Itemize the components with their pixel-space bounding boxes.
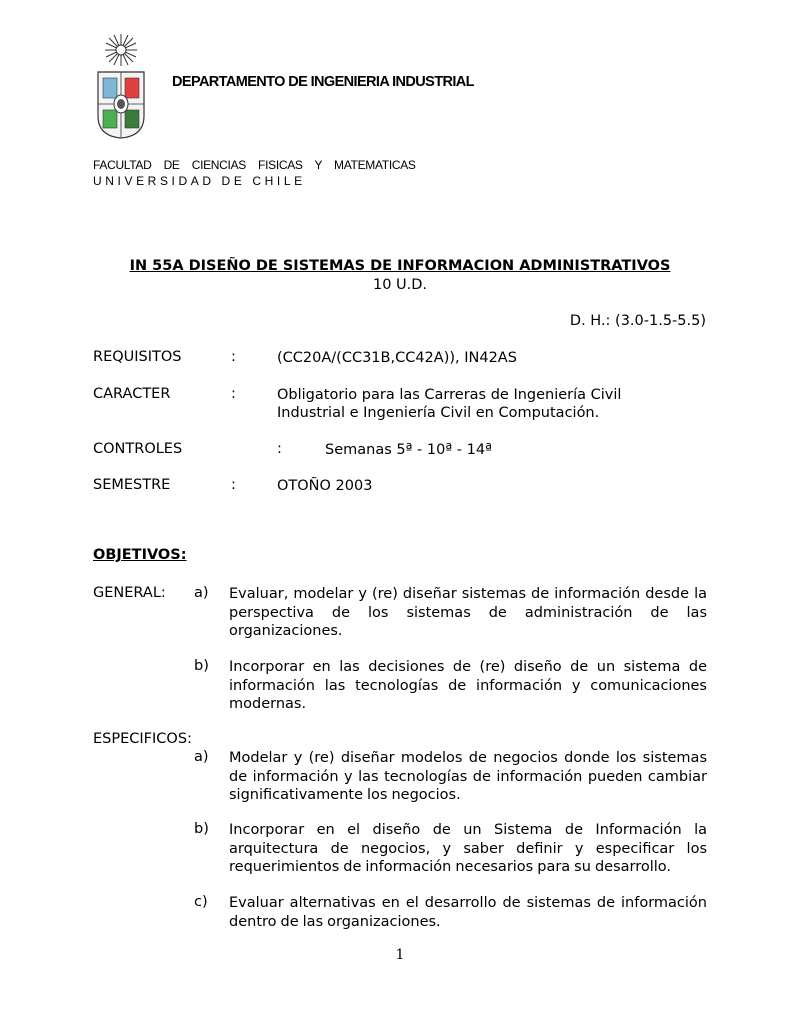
- faculty-name: FACULTAD DE CIENCIAS FISICAS Y MATEMATICAS: [93, 158, 416, 172]
- especificos-item-c-text: Evaluar alternativas en el desarrollo de sistemas de información dentro de las organizaciones.: [229, 895, 707, 930]
- especificos-item-c-letter: c): [194, 894, 208, 910]
- general-item-b-letter: b): [194, 658, 209, 674]
- caracter-value-line1: Obligatorio para las Carreras de Ingeniería Civil: [277, 387, 622, 403]
- requisitos-label: REQUISITOS: [93, 349, 182, 365]
- objetivos-heading: OBJETIVOS:: [93, 547, 187, 563]
- caracter-value-line2: Industrial e Ingeniería Civil en Computación.: [277, 405, 600, 421]
- controles-colon: :: [277, 441, 282, 457]
- university-name: UNIVERSIDAD DE CHILE: [93, 174, 306, 188]
- semestre-label: SEMESTRE: [93, 477, 171, 493]
- course-units: 10 U.D.: [372, 277, 428, 293]
- course-title: IN 55A DISEÑO DE SISTEMAS DE INFORMACION ADMINISTRATIVOS: [129, 258, 671, 274]
- general-label: GENERAL:: [93, 585, 166, 601]
- department-name: DEPARTAMENTO DE INGENIERIA INDUSTRIAL: [172, 74, 474, 90]
- course-hours: D. H.: (3.0-1.5-5.5): [569, 313, 706, 329]
- controles-value: Semanas 5ª - 10ª - 14ª: [325, 442, 492, 458]
- especificos-item-a-text: Modelar y (re) diseñar modelos de negocios donde los sistemas de información y las tecnologías de información pueden cambiar significativamente los negocios.: [229, 750, 707, 803]
- caracter-colon: :: [231, 386, 236, 402]
- requisitos-colon: :: [231, 349, 236, 365]
- general-item-b-text: Incorporar en las decisiones de (re) diseño de un sistema de información las tecnologías de información y comunicaciones modernas.: [229, 659, 707, 712]
- especificos-item-b-text: Incorporar en el diseño de un Sistema de Información la arquitectura de negocios, y saber definir y especificar los requerimientos de información necesarios para su desarrollo.: [229, 822, 707, 875]
- especificos-item-a-letter: a): [194, 749, 209, 765]
- semestre-colon: :: [231, 477, 236, 493]
- semestre-value: OTOÑO 2003: [277, 478, 373, 494]
- caracter-label: CARACTER: [93, 386, 171, 402]
- controles-label: CONTROLES: [93, 441, 183, 457]
- especificos-item-b-letter: b): [194, 821, 209, 837]
- university-crest-logo: [94, 32, 148, 140]
- general-item-a-letter: a): [194, 585, 209, 601]
- especificos-label: ESPECIFICOS:: [93, 731, 192, 747]
- page-number: 1: [395, 947, 405, 963]
- general-item-a-text: Evaluar, modelar y (re) diseñar sistemas de información desde la perspectiva de los sistemas de administración de las organizaciones.: [229, 586, 707, 639]
- requisitos-value: (CC20A/(CC31B,CC42A)), IN42AS: [277, 350, 517, 366]
